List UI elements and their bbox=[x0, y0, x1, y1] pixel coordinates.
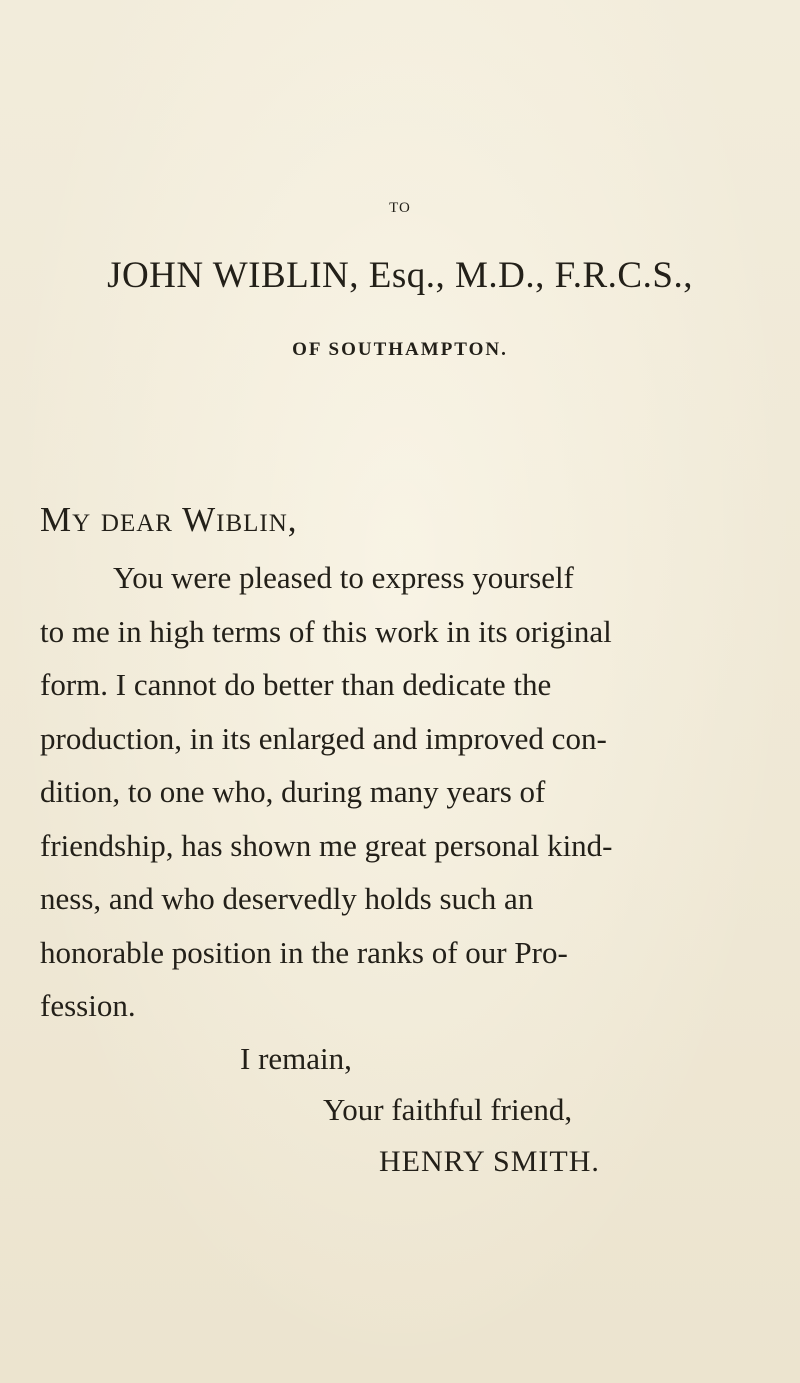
letter-line: fession. bbox=[40, 988, 136, 1023]
letter-line: production, in its enlarged and improved con- bbox=[40, 721, 607, 756]
salutation: My dear Wiblin, bbox=[40, 500, 298, 539]
letter-line: friendship, has shown me great personal kind- bbox=[40, 828, 613, 863]
closing: I remain, bbox=[240, 1041, 352, 1076]
letter-line: honorable position in the ranks of our Pro- bbox=[40, 935, 568, 970]
letter-line: You were pleased to express yourself bbox=[113, 560, 574, 595]
to-label: TO bbox=[389, 200, 411, 216]
dedicatee-name: JOHN WIBLIN, Esq., M.D., F.R.C.S., bbox=[107, 255, 693, 296]
letter-line: dition, to one who, during many years of bbox=[40, 774, 546, 809]
dedicatee-place: OF SOUTHAMPTON. bbox=[292, 339, 508, 360]
sign-off: Your faithful friend, bbox=[323, 1092, 573, 1127]
letter-line: ness, and who deservedly holds such an bbox=[40, 881, 534, 916]
signature: HENRY SMITH. bbox=[379, 1145, 600, 1178]
letter-line: form. I cannot do better than dedicate the bbox=[40, 667, 552, 702]
letter-line: to me in high terms of this work in its original bbox=[40, 614, 612, 649]
